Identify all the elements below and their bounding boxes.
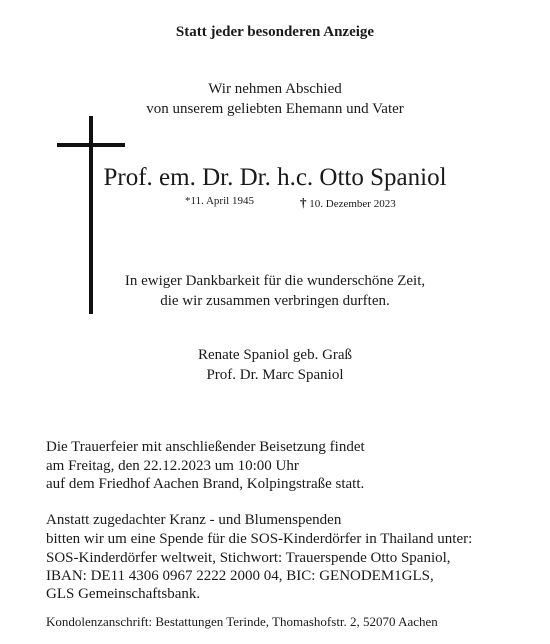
birth-date: *11. April 1945 xyxy=(185,195,254,207)
funeral-line: auf dem Friedhof Aachen Brand, Kolpingstraße statt. xyxy=(46,476,365,492)
headline: Statt jeder besonderen Anzeige xyxy=(175,24,375,40)
donation-line: GLS Gemeinschaftsbank. xyxy=(46,586,201,602)
funeral-line: am Freitag, den 22.12.2023 um 10:00 Uhr xyxy=(46,458,299,474)
deceased-name: Prof. em. Dr. Dr. h.c. Otto Spaniol xyxy=(103,164,447,191)
intro-line: von unserem geliebten Ehemann und Vater xyxy=(146,101,404,117)
donation-line: Anstatt zugedachter Kranz - und Blumenspenden xyxy=(46,512,342,528)
cross-horizontal-bar xyxy=(57,143,125,147)
gratitude-line: In ewiger Dankbarkeit für die wunderschöne Zeit, xyxy=(124,273,426,289)
family-member: Renate Spaniol geb. Graß xyxy=(197,347,353,363)
condolence-address: Kondolenzanschrift: Bestattungen Terinde, Thomashofstr. 2, 52070 Aachen xyxy=(46,614,438,629)
gratitude-line: die wir zusammen verbringen durften. xyxy=(160,293,390,309)
donation-line: SOS-Kinderdörfer weltweit, Stichwort: Trauerspende Otto Spaniol, xyxy=(46,550,451,566)
intro-line: Wir nehmen Abschied xyxy=(208,81,342,97)
donation-line: bitten wir um eine Spende für die SOS-Kinderdörfer in Thailand unter: xyxy=(46,531,473,547)
donation-line: IBAN: DE11 4306 0967 2222 2000 04, BIC: GENODEM1GLS, xyxy=(46,568,434,584)
dagger-icon: † xyxy=(300,195,307,210)
death-date-text: 10. Dezember 2023 xyxy=(309,198,396,210)
family-member: Prof. Dr. Marc Spaniol xyxy=(206,367,344,383)
funeral-line: Die Trauerfeier mit anschließender Beisetzung findet xyxy=(46,439,365,455)
death-date xyxy=(300,195,396,211)
